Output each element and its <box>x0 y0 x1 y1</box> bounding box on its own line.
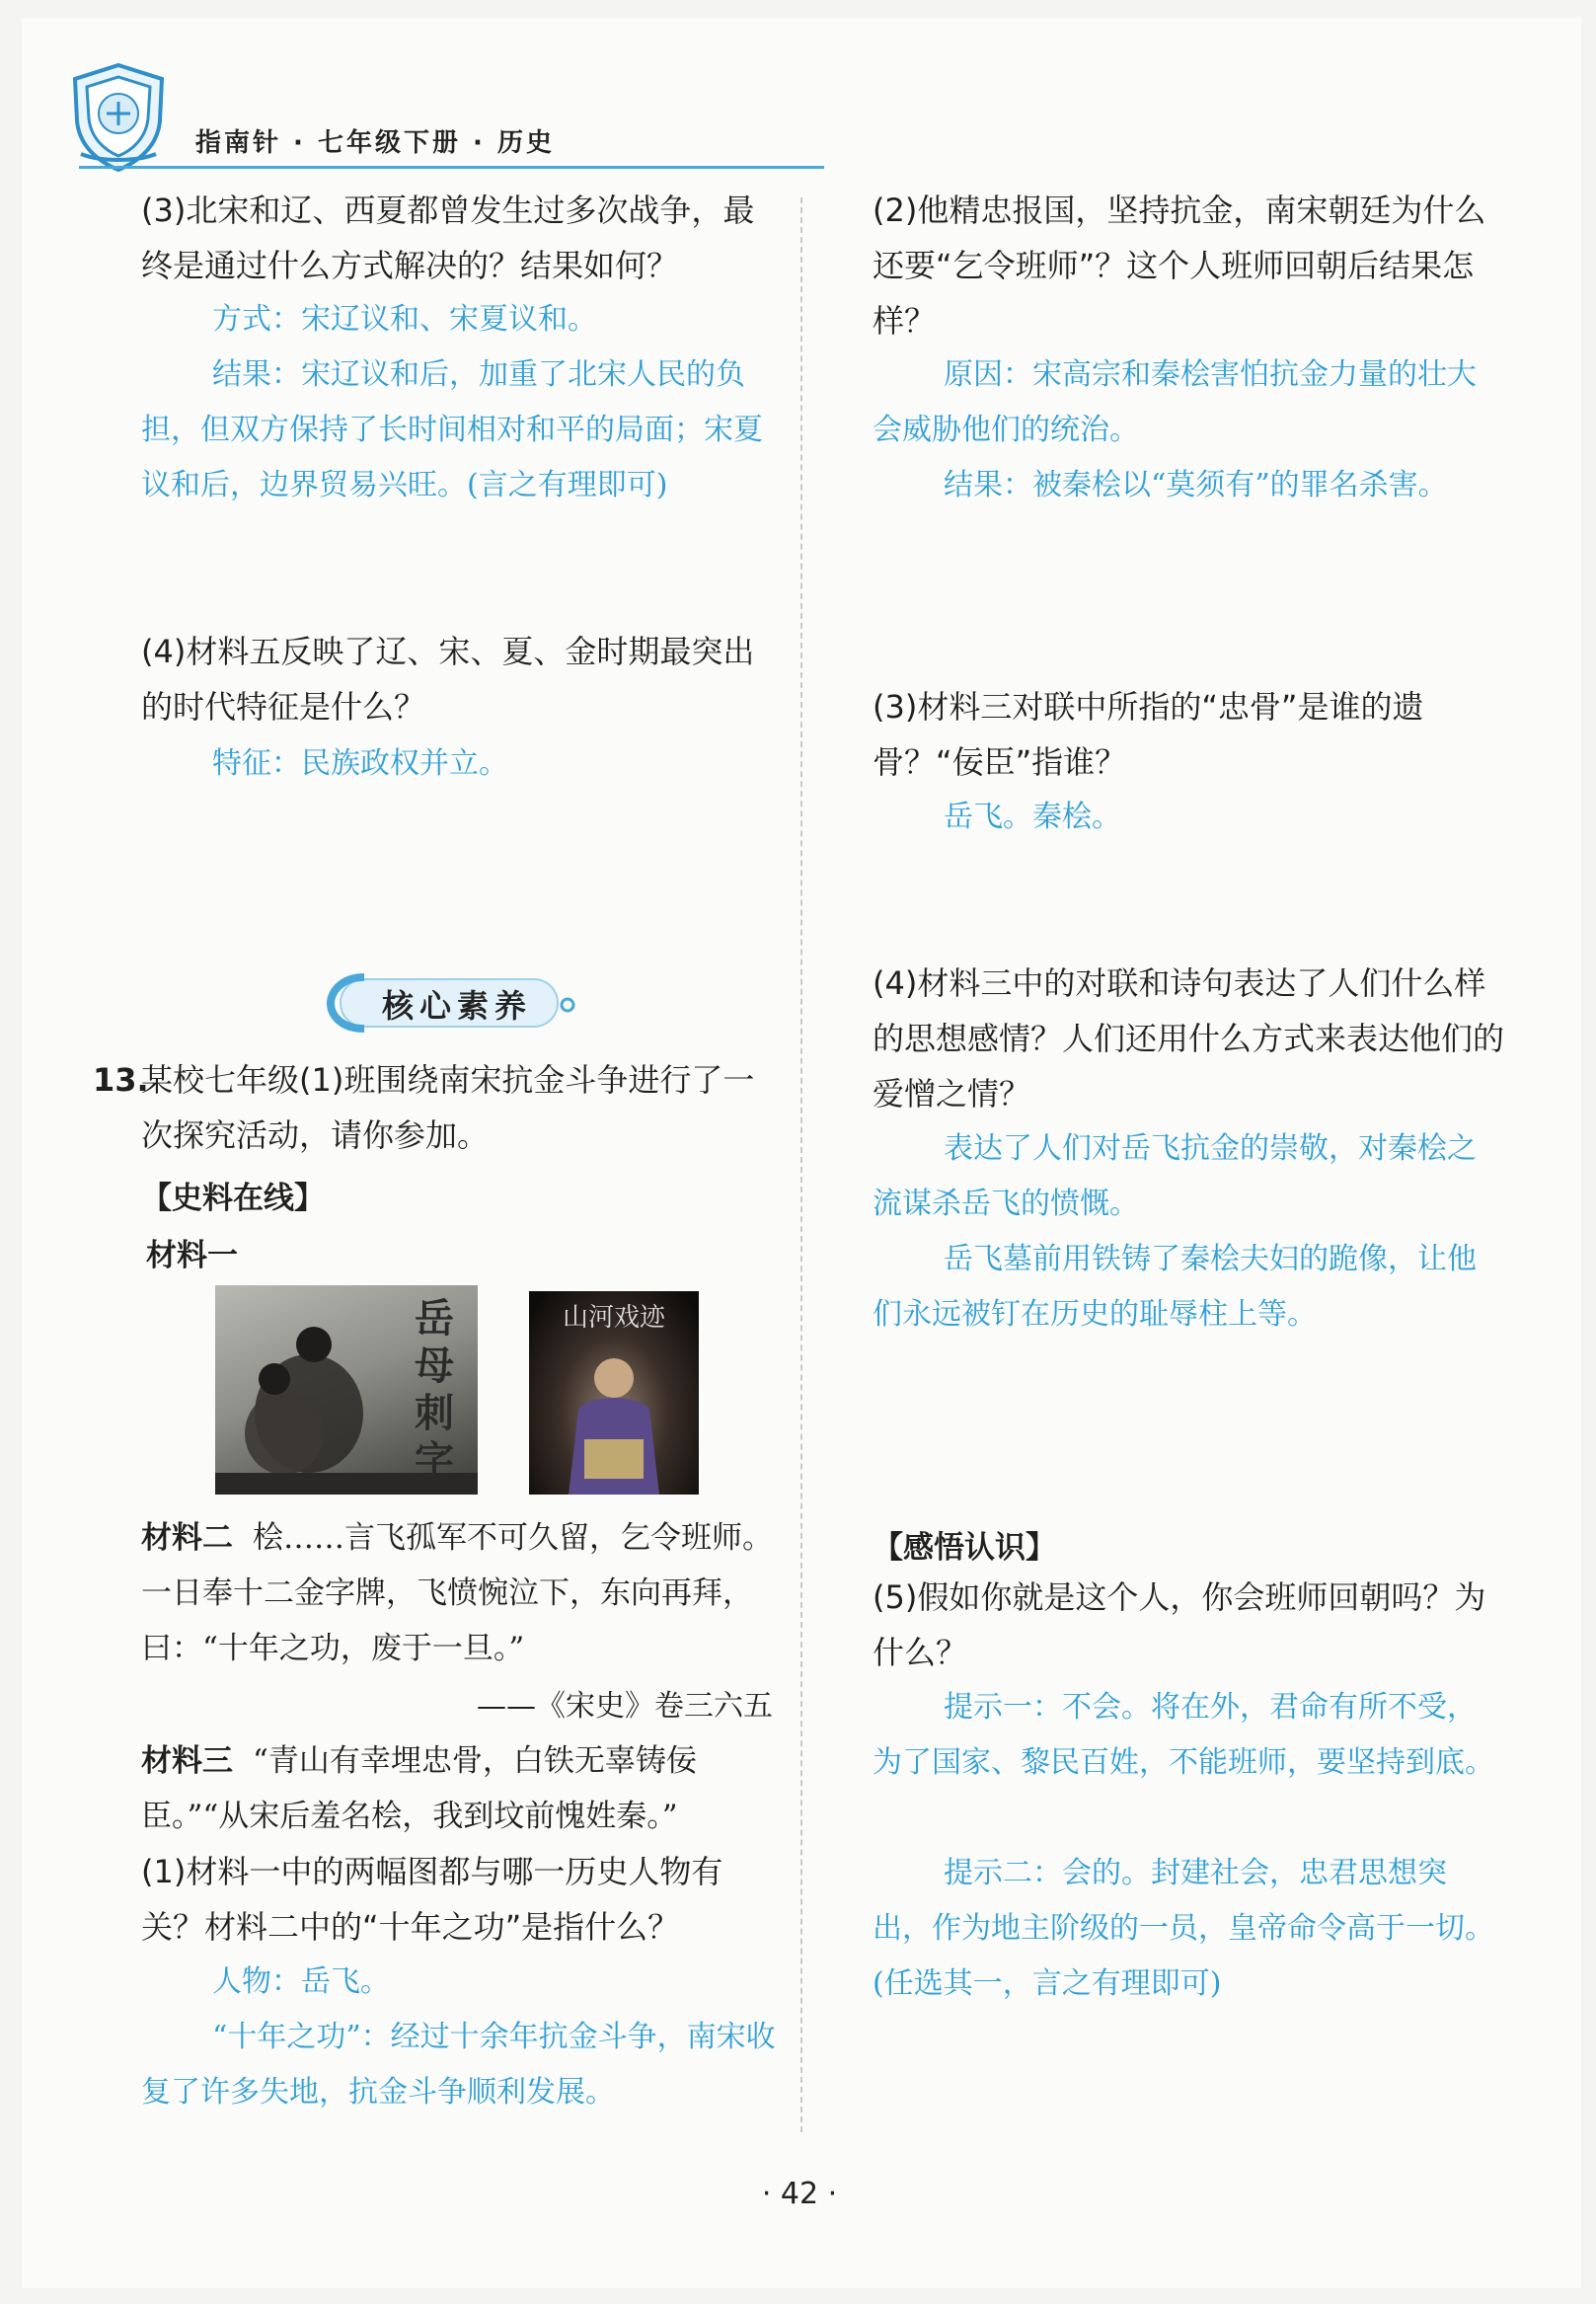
answer-13-2-reason: 原因：宋高宗和秦桧害怕抗金力量的壮大会威胁他们的统治。 <box>873 357 1477 447</box>
left-answer-3-method: 方式：宋辽议和、宋夏议和。 <box>212 302 597 337</box>
material-1-label: 材料一 <box>146 1238 238 1273</box>
answer-13-2-result: 结果：被秦桧以“莫须有”的罪名杀害。 <box>944 468 1448 502</box>
material-3 <box>141 1733 778 1844</box>
answer-13-5-hint-2: 提示二：会的。封建社会，忠君思想突出，作为地主阶级的一员，皇帝命令高于一切。(任选其一，言之有理即可) <box>873 1856 1494 2001</box>
page-number: · 42 · <box>761 2177 838 2211</box>
answer-13-4-feeling: 表达了人们对岳飞抗金的崇敬，对秦桧之流谋杀岳飞的愤慨。 <box>873 1131 1477 1221</box>
left-answer-3-result: 结果：宋辽议和后，加重了北宋人民的负担，但双方保持了长时间相对和平的局面；宋夏议和后，边界贸易兴旺。(言之有理即可) <box>141 357 763 502</box>
answer-13-3: 岳飞。秦桧。 <box>944 800 1121 834</box>
material-2-text: 桧……言飞孤军不可久留，乞令班师。一日奉十二金字牌，飞愤惋泣下，东向再拜，曰：“十年之功，废于一旦。” <box>141 1520 773 1666</box>
school-shield-logo <box>61 59 176 174</box>
question-13-4: (4)材料三中的对联和诗句表达了人们什么样的思想感情？人们还用什么方式来表达他们的爱憎之情？ <box>873 964 1505 1113</box>
left-answer-4: 特征：民族政权并立。 <box>212 746 508 781</box>
material-2 <box>141 1510 778 1676</box>
question-13-stem: 某校七年级(1)班围绕南宋抗金斗争进行了一次探究活动，请你参加。 <box>141 1061 755 1154</box>
material-3-label: 材料三 <box>141 1743 233 1779</box>
left-question-3: (3)北宋和辽、西夏都曾发生过多次战争，最终是通过什么方式解决的？结果如何？ <box>141 192 755 284</box>
opera-figure-caption: 山河戏迹 <box>562 1303 665 1333</box>
material-2-source: ——《宋史》卷三六五 <box>477 1689 773 1724</box>
left-question-4: (4)材料五反映了辽、宋、夏、金时期最突出的时代特征是什么？ <box>141 633 755 726</box>
yue-mother-tattoo-image <box>215 1285 478 1495</box>
opera-figure-image <box>529 1291 699 1495</box>
question-13-2: (2)他精忠报国，坚持抗金，南宋朝廷为什么还要“乞令班师”？这个人班师回朝后结果怎样？ <box>873 192 1486 340</box>
section-sources-online: 【史料在线】 <box>141 1181 325 1216</box>
material-2-label: 材料二 <box>141 1520 233 1556</box>
answer-13-1-person: 人物：岳飞。 <box>212 1964 390 1999</box>
header-rule <box>79 166 824 169</box>
core-literacy-banner-label: 核心素养 <box>382 987 533 1025</box>
material-3-text: “青山有幸埋忠骨，白铁无辜铸佞臣。”“从宋后羞名桧，我到坟前愧姓秦。” <box>141 1743 697 1834</box>
section-reflection: 【感悟认识】 <box>873 1530 1056 1566</box>
question-13-5: (5)假如你就是这个人，你会班师回朝吗？为什么？ <box>873 1578 1486 1671</box>
answer-13-5-hint-1: 提示一：不会。将在外，君命有所不受，为了国家、黎民百姓，不能班师，要坚持到底。 <box>873 1690 1494 1780</box>
header-title: 指南针 · 七年级下册 · 历史 <box>195 128 555 158</box>
yue-mother-tattoo-caption: 岳母刺字 <box>415 1295 454 1484</box>
question-13-number: 13. <box>93 1061 149 1099</box>
answer-13-4-method: 岳飞墓前用铁铸了秦桧夫妇的跪像，让他们永远被钉在历史的耻辱柱上等。 <box>873 1242 1477 1332</box>
column-divider <box>800 197 802 2132</box>
question-13-3: (3)材料三对联中所指的“忠骨”是谁的遗骨？“佞臣”指谁？ <box>873 688 1424 781</box>
answer-13-1-decade: “十年之功”：经过十余年抗金斗争，南宋收复了许多失地，抗金斗争顺利发展。 <box>141 2020 776 2110</box>
question-13-1: (1)材料一中的两幅图都与哪一历史人物有关？材料二中的“十年之功”是指什么？ <box>141 1853 723 1946</box>
